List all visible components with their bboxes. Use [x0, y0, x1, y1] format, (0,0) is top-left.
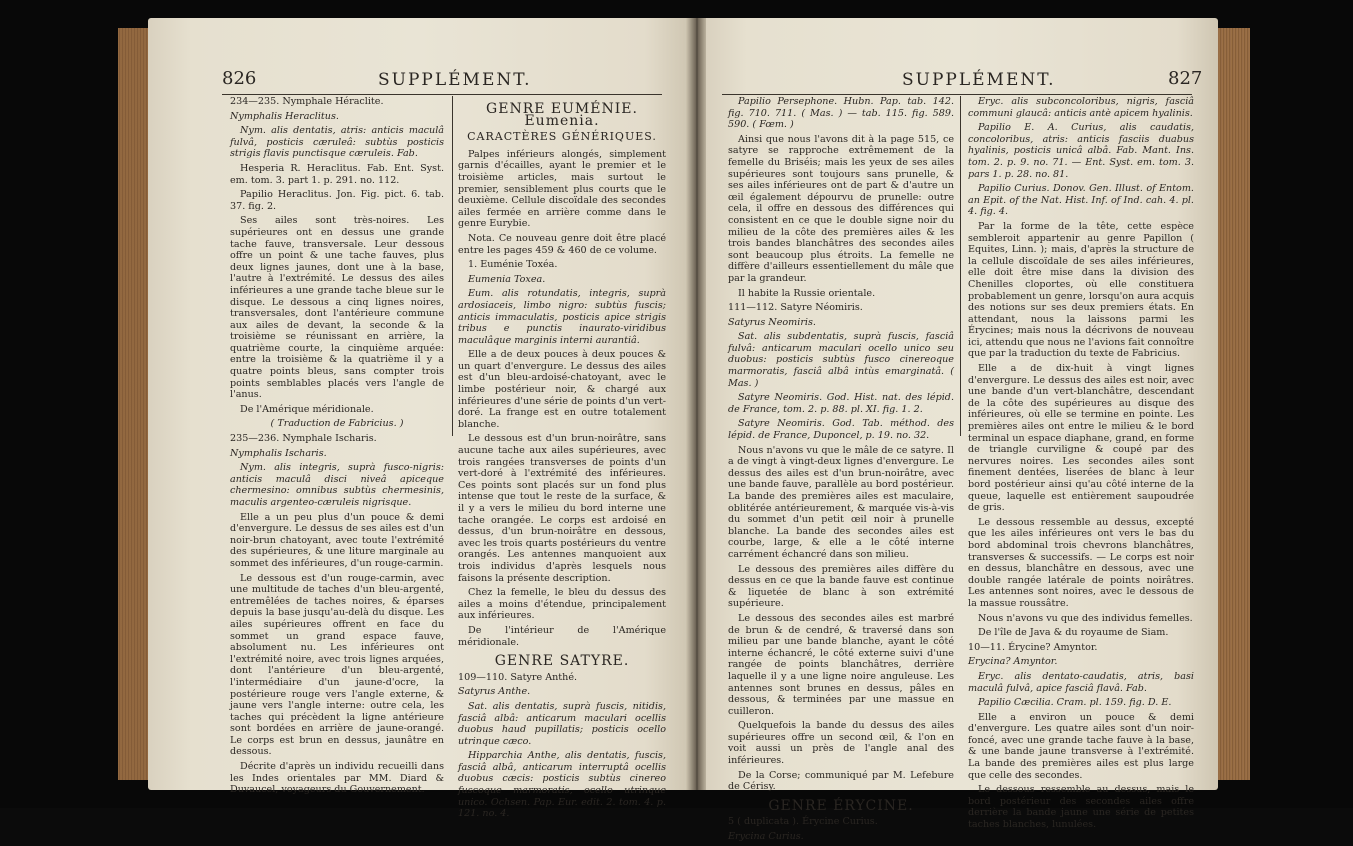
paragraph: Chez la femelle, le bleu du dessus des ailes a moins d'étendue, principalement aux inférieures.: [458, 587, 666, 622]
paragraph: Il habite la Russie orientale.: [738, 287, 876, 299]
left-column-1: [230, 96, 444, 799]
paragraph: Elle a de deux pouces à deux pouces & un quart d'envergure. Le dessus des ailes est d'un bleu-ardoisé-chatoyant, avec le limbe postérieur noir, & chargé aux inférieures d'une série de points d'un vert-doré. La frange est en outre totalement blanche.: [458, 349, 666, 430]
latin-description: Sat. alis subdentatis, suprà fuscis, fasciâ fulvâ: anticarum maculari ocello unico seu duobus: posticis subtùs fusco cinereoque marmoratis, fasciâ albâ intùs emarginatâ. ( Mas. ): [728, 331, 954, 389]
latin-description: Eum. alis rotundatis, integris, suprà ardosiaceis, limbo nigro: subtùs fuscis; anticis immaculatis, posticis apice strigis tribus e punctis inaurato-viridibus maculâque marginis interni aurantiâ.: [458, 288, 666, 346]
reference: Papilio Curius. Donov. Gen. Illust. of Entom. an Epit. of the Nat. Hist. Inf. of Ind. cah. 4. pl. 4. fig. 4.: [968, 183, 1194, 218]
column-rule: [960, 96, 961, 436]
species-name: Nymphalis Ischaris.: [230, 447, 327, 459]
page-edges-right: [1216, 28, 1250, 780]
reference: Satyre Neomiris. God. Hist. nat. des lépid. de France, tom. 2. p. 88. pl. XI. fig. 1. 2.: [728, 392, 954, 415]
paragraph: De l'intérieur de l'Amérique méridionale.: [458, 624, 666, 648]
paragraph: Le dessous ressemble au dessus, mais le bord postérieur des secondes ailes offre derrière la bande jaune une série de petites taches blanches, lunulées.: [968, 784, 1194, 831]
page-number-left: 826: [222, 68, 257, 89]
paragraph: Ses ailes sont très-noires. Les supérieures ont en dessus une grande tache fauve, transversale. Leur dessous offre un point & une tache fauves, plus deux lignes jaunes, dont une à la base, l'autre à l'extrémité. Le dessus des ailes inférieures a une grande tache bleue sur le disque. Le dessous a cinq lignes noires, transversales, dont l'antérieure commune aux ailes de devant, la seconde & la troisième se réunissant en arrière, la quatrième courte, la cinquième arquée: entre la troisième & la quatrième il y a quatre points bleus, sans compter trois points semblables placés vers l'angle de l'anus.: [230, 215, 444, 401]
book-gutter: [686, 18, 708, 790]
paragraph: Ainsi que nous l'avons dit à la page 515, ce satyre se rapproche extrêmement de la femelle du Briséis; mais les yeux de ses ailes supérieures sont toujours sans prunelle, & ses ailes inférieures ont de part & d'autre un œil également dépourvu de prunelle: outre cela, il offre en dessous des différences qui consistent en ce que le double signe noir du milieu de la côte des premières ailes & les trois bandes blanchâtres des secondes ailes sont beaucoup plus étroits. La femelle ne diffère d'ailleurs essentiellement du mâle que par la grandeur.: [728, 133, 954, 284]
header-rule-left: [222, 94, 662, 95]
right-column-2: [968, 96, 1194, 834]
reference: Papilio Cæcilia. Cram. pl. 159. fig. D. E.: [978, 697, 1172, 709]
page-number-right: 827: [1168, 68, 1203, 89]
latin-description: Nym. alis integris, suprà fusco-nigris: anticis maculâ disci niveâ apiceque chermesino: omnibus subtùs chermesinis, maculis argenteo-cæruleis nigrisque.: [230, 462, 444, 508]
paragraph: Le dessous ressemble au dessus, excepté que les ailes inférieures ont vers le bas du bord abdominal trois chevrons blanchâtres, transverses & successifs. — Le corps est noir en dessus, blanchâtre en dessous, avec une double rangée latérale de points noirâtres. Les antennes sont noires, avec le dessous de la massue roussâtre.: [968, 516, 1194, 609]
paragraph: De l'Amérique méridionale.: [240, 403, 374, 415]
entry-heading: 109—110. Satyre Anthé.: [458, 671, 578, 683]
paragraph: Le dessous des premières ailes diffère du dessus en ce que la bande fauve est continue & liquetée de blanc à son extrémité supérieure.: [728, 563, 954, 610]
reference: Papilio E. A. Curius, alis caudatis, concoloribus, atris: anticis fasciis duabus hyalinis, posticis unicâ albâ. Fab. Mant. Ins. tom. 2. p. 9. no. 71. — Ent. Syst. em. tom. 3. pars 1. p. 28. no. 81.: [968, 122, 1194, 180]
species-name: Erycina? Amyntor.: [968, 656, 1058, 668]
paragraph: Le dessous est d'un brun-noirâtre, sans aucune tache aux ailes supérieures, avec trois rangées transverses de points d'un vert-doré à l'extrémité des inférieures. Ces points sont placés sur un fond plus intense que tout le reste de la surface, & il y a vers le milieu du bord interne une tache orangée. Le corps est ardoisé en dessus, d'un brun-noirâtre en dessous, avec les trois quarts postérieurs du ventre orangés. Les antennes manquoient aux trois individus d'après lesquels nous faisons la présente description.: [458, 433, 666, 584]
latin-description: Sat. alis dentatis, suprà fuscis, nitidis, fasciâ albâ: anticarum maculari ocellis duobus haud pupillatis; posticis ocello utrinque cæco.: [458, 700, 666, 747]
reference: Hesperia R. Heraclitus. Fab. Ent. Syst. em. tom. 3. part 1. p. 291. no. 112.: [230, 162, 444, 186]
entry-heading: 5 ( duplicata ). Érycine Curius.: [728, 816, 878, 828]
entry-heading: 10—11. Érycine? Amyntor.: [968, 641, 1098, 653]
latin-description: Eryc. alis subconcoloribus, nigris, fasciâ communi glaucâ: anticis antè apicem hyalinis.: [968, 96, 1194, 119]
entry-heading: 234—235. Nymphale Héraclite.: [230, 96, 384, 107]
genus-heading: GENRE SATYRE.: [494, 653, 630, 670]
species-name: Nymphalis Heraclitus.: [230, 110, 339, 122]
reference: Hipparchia Anthe, alis dentatis, fuscis, fasciâ albâ, anticarum interruptâ ocellis duobus cæcis: posticis subtùs cinereo fuscoque marmoratis, ocello utrinque unico. Ochsen. Pap. Eur. edit. 2. tom. 4. p. 121. no. 4.: [458, 750, 666, 820]
paragraph: De l'île de Java & du royaume de Siam.: [978, 627, 1169, 639]
translation-note: ( Traduction de Fabricius. ): [270, 418, 404, 430]
paragraph: De la Corse; communiqué par M. Lefebure de Cérisy.: [728, 769, 954, 793]
reference: Satyre Neomiris. God. Tab. méthod. des lépid. de France, Duponcel, p. 19. no. 32.: [728, 418, 954, 442]
paragraph: Elle a environ un pouce & demi d'envergure. Les quatre ailes sont d'un noir-foncé, avec une grande tache fauve à la base, & une bande jaune transverse à l'extrémité. La bande des premières ailes est plus large que celle des secondes.: [968, 711, 1194, 781]
latin-description: Nym. alis dentatis, atris: anticis maculâ fulvâ, posticis cæruleâ: subtùs posticis strigis flavis punctisque cæruleis. Fab.: [230, 125, 444, 160]
latin-description: Eryc. alis dentato-caudatis, atris, basi maculâ fulvâ, apice fasciâ flavâ. Fab.: [968, 670, 1194, 694]
running-head-left: SUPPLÉMENT.: [378, 70, 532, 90]
paragraph: Nous n'avons vu que des individus femelles.: [978, 612, 1193, 624]
reference: Papilio Heraclitus. Jon. Fig. pict. 6. tab. 37. fig. 2.: [230, 189, 444, 212]
species-name: Satyrus Neomiris.: [728, 316, 816, 328]
characters-heading: CARACTÈRES GÉNÉRIQUES.: [467, 130, 657, 144]
species-name: Satyrus Anthe.: [458, 686, 531, 698]
right-page: [706, 18, 1218, 843]
left-column-2: [458, 96, 666, 823]
genus-heading: GENRE EUMÉNIE. Eumenia.: [486, 101, 638, 129]
paragraph: Palpes inférieurs alongés, simplement garnis d'écailles, ayant le premier et le troisième articles, mais surtout le premier, sensiblement plus courts que le deuxième. Cellule discoïdale des secondes ailes fermée en arrière comme dans le genre Eurybie.: [458, 148, 666, 230]
running-head-right: SUPPLÉMENT.: [902, 70, 1056, 90]
entry-heading: 1. Euménie Toxéa.: [468, 259, 558, 271]
entry-heading: 235—236. Nymphale Ischaris.: [230, 433, 377, 445]
paragraph: Elle a de dix-huit à vingt lignes d'envergure. Le dessus des ailes est noir, avec une bande d'un vert-blanchâtre, descendant de la côte des supérieures au disque des inférieures, où elle se termine en pointe. Les premières ailes ont entre le milieu & le bord terminal un espace diaphane, grand, en forme de triangle curviligne & coupé par des nervures noires. Les secondes ailes sont finement dentées, liserées de blanc à leur bord postérieur ainsi qu'au côté interne de la queue, laquelle est entièrement saupoudrée de gris.: [968, 363, 1194, 514]
paragraph: Elle a un peu plus d'un pouce & demi d'envergure. Le dessus de ses ailes est d'un noir-brun chatoyant, avec toute l'extrémité des supérieures, & une liture marginale au sommet des inférieures, d'un rouge-carmin.: [230, 511, 444, 569]
species-name: Eumenia Toxea.: [468, 273, 546, 285]
reference: Papilio Persephone. Hubn. Pap. tab. 142. fig. 710. 711. ( Mas. ) — tab. 115. fig. 589. 590. ( Fœm. ): [728, 96, 954, 131]
genus-heading: GENRE ÉRYCINE.: [768, 797, 914, 814]
paragraph: Quelquefois la bande du dessus des ailes supérieures offre un second œil, & l'on en voit aussi un près de l'angle anal des inférieures.: [728, 720, 954, 767]
column-rule: [452, 96, 453, 436]
paragraph: Décrite d'après un individu recueilli dans les Indes orientales par MM. Diard & Duvaucel, voyageurs du Gouvernement.: [230, 761, 444, 796]
header-rule-right: [722, 94, 1192, 95]
entry-heading: 111—112. Satyre Néomiris.: [728, 302, 863, 314]
species-name: Erycina Curius.: [728, 831, 804, 843]
page-edges-left: [118, 28, 150, 780]
right-column-1: [728, 96, 954, 846]
paragraph: Par la forme de la tête, cette espèce sembleroit appartenir au genre Papillon ( Equites, Linn. ); mais, d'après la structure de la cellule discoïdale de ses ailes inférieures, elle doit être mise dans la division des Chenilles cloportes, où elle constituera probablement un genre, lorsqu'on aura acquis des notions sur ses deux premiers états. En attendant, nous la laissons parmi les Érycines; mais nous la décrivons de nouveau ici, attendu que nous ne l'avions fait connoître que par la traduction du texte de Fabricius.: [968, 220, 1194, 360]
left-page: [148, 18, 688, 820]
paragraph: Le dessous des secondes ailes est marbré de brun & de cendré, & traversé dans son milieu par une bande blanche, ayant le côté interne échancré, le côté externe suivi d'une rangée de points blanchâtres, derrière laquelle il y a une ligne noire anguleuse. Les antennes sont brunes en dessus, pâles en dessous, & terminées par une massue en cuilleron.: [728, 612, 954, 717]
paragraph: Nous n'avons vu que le mâle de ce satyre. Il a de vingt à vingt-deux lignes d'envergure. Le dessus des ailes est d'un brun-noirâtre, avec une bande fauve, parallèle au bord postérieur. La bande des premières ailes est maculaire, oblitérée antérieurement, & marquée vis-à-vis du sommet d'un petit œil noir à prunelle blanche. La bande des secondes ailes est courbe, large, & elle a le côté interne carrément échancré dans son milieu.: [728, 444, 954, 560]
note: Nota. Ce nouveau genre doit être placé entre les pages 459 & 460 de ce volume.: [458, 232, 666, 256]
paragraph: Le dessous est d'un rouge-carmin, avec une multitude de taches d'un bleu-argenté, entremêlées de taches noires, & éparses depuis la base jusqu'au-delà du disque. Les ailes supérieures offrent en face du sommet un grand espace fauve, absolument nu. Les inférieures ont l'extrémité noire, avec trois lignes arquées, dont l'antérieure d'un bleu-argenté, l'intermédiaire d'un jaune-d'ocre, la postérieure rouge vers l'angle externe, & jaune vers l'angle interne: outre cela, les taches qui précèdent la ligne antérieure sont bordées en arrière de jaune-orangé. Le corps est brun en dessus, jaunâtre en dessous.: [230, 572, 444, 758]
